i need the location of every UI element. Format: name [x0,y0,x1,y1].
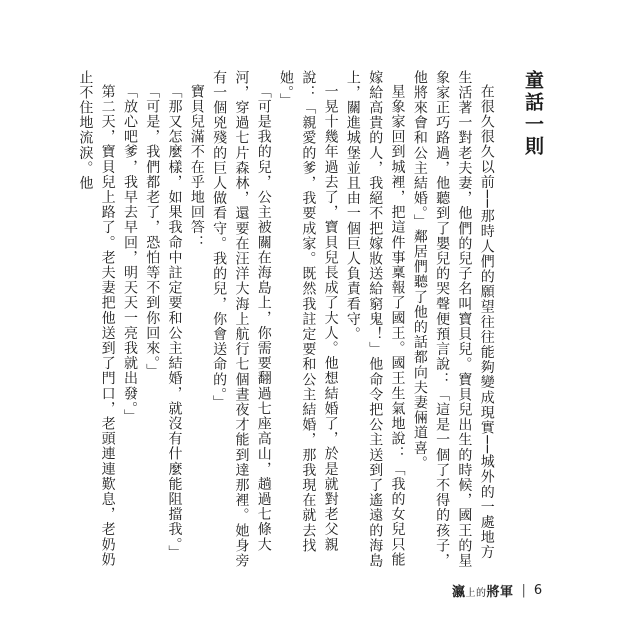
book-title [452,581,514,600]
paragraph-3: 一晃十幾年過去了，寶貝兒長成了大人。他想結婚了，於是就對老父親說：「親愛的爹，我要成家。既然我註定要和公主結婚，那我現在就去找她。」 [278,70,339,554]
book-title-part-b: 將軍 [486,585,514,600]
paragraph-2: 星象家回到城裡，把這件事稟報了國王。國王生氣地說：「我的女兒只能嫁給高貴的人，我絕不把嫁妝送給窮鬼！」他命令把公主送到了遙遠的海島上，關進城堡並且由一個巨人負責看守。 [344,70,406,569]
paragraph-1: 在很久很久以前──那時人們的願望往往能夠變成現實──城外的一處地方生活著一對老夫妻，他們的兒子名叫寶貝兒。寶貝兒出生的時候，國王的星象家正巧路過，他聽到了嬰兒的哭聲便預言說：「這是一個了不得的孩子，他將來會和公主結婚。」鄰居們聽了他的話都向夫妻倆道喜。 [411,70,495,569]
paragraph-7: 「可是，我們都老了，恐怕等不到你回來。」 [144,84,161,379]
paragraph-5: 寶貝兒滿不在乎地回答： [188,84,205,251]
running-footer [452,581,542,600]
footer-separator: | [521,583,526,598]
paragraph-9: 第二天，寶貝兒上路了。老夫妻把他送到了門口，老頭連連歎息，老奶奶止不住地流淚。他 [77,70,116,568]
paragraph-4: 「可是我的兒，公主被關在海島上，你需要翻過七座高山，趟過七條大河，穿過七片森林，還要在汪洋大海上航行七個晝夜才能到達那裡。她身旁有一個兇殘的巨人做看守。我的兒，你會送命的。」 [211,70,272,569]
page-number: 6 [533,583,543,598]
chapter-title: 童話一則 [522,70,544,158]
vertical-text-body [74,70,544,570]
paragraph-6: 「那又怎麼樣，如果我命中註定要和公主結婚，就沒有什麼能阻擋我。」 [166,84,183,561]
paragraph-8: 「放心吧爹，我早去早回，明天天一亮我就出發。」 [121,84,138,425]
book-title-part-a: 瀛 [452,585,466,600]
book-title-small: 上的 [465,588,487,599]
